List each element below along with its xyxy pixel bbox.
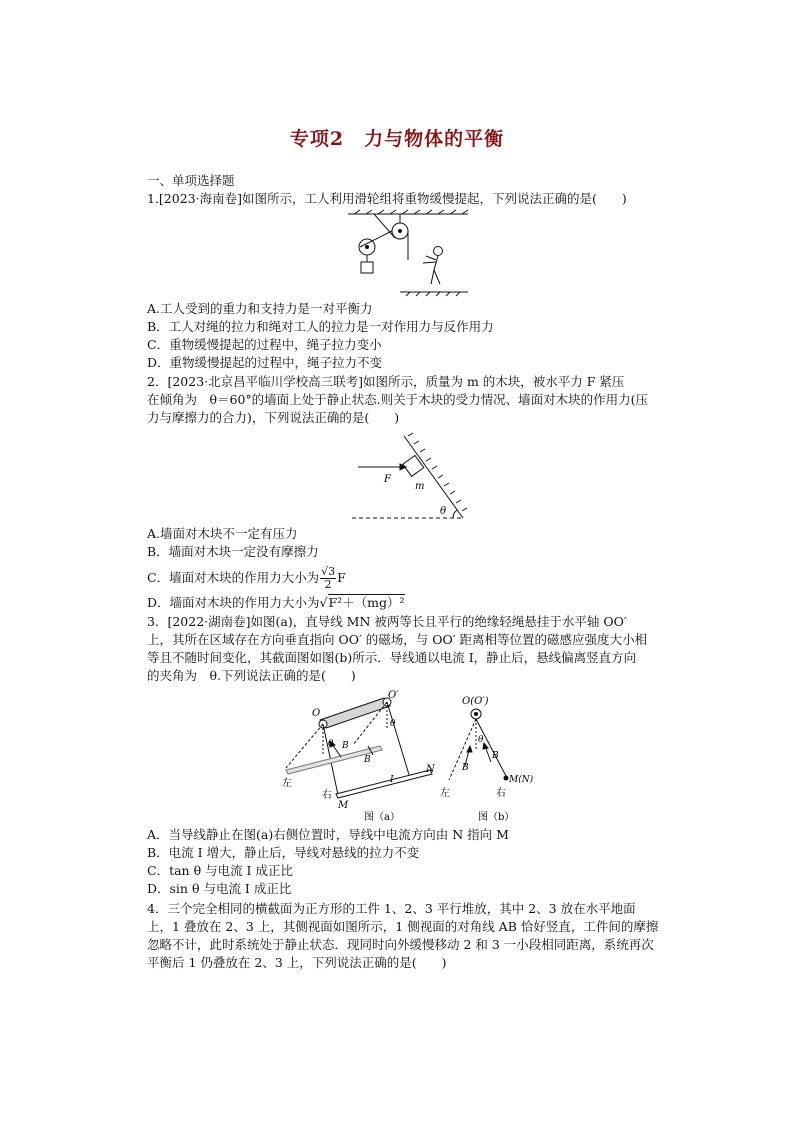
q3-stem-line1: 3．[2022·湖南卷]如图(a)，直导线 MN 被两等长且平行的绝缘轻绳悬挂于水平轴 OO′ xyxy=(147,614,627,629)
q2-fig-label-F: F xyxy=(384,474,391,485)
q3-option-c: C．tan θ 与电流 I 成正比 xyxy=(147,863,293,878)
q2-option-c-denominator: 2 xyxy=(324,578,332,591)
q4-stem-line1: 4．三个完全相同的横截面为正方形的工件 1、2、3 平行堆放，其中 2、3 放在水平地面 xyxy=(147,901,636,916)
q3-option-d: D．sin θ 与电流 I 成正比 xyxy=(147,881,292,896)
page-title: 专项2 力与物体的平衡 xyxy=(289,128,505,150)
q2-option-a: A.墙面对木块不一定有压力 xyxy=(147,526,298,541)
q3-fig-label-I: I xyxy=(390,775,394,785)
q1-option-b: B．工人对绳的拉力和绳对工人的拉力是一对作用力与反作用力 xyxy=(147,319,494,334)
q2-option-d xyxy=(147,594,405,612)
q3-fig-label-B-b1: B xyxy=(462,763,469,773)
q3-fig-label-B-b2: B xyxy=(492,751,499,761)
q1-pulley-figure xyxy=(340,210,475,296)
q1-option-d: D．重物缓慢提起的过程中，绳子拉力不变 xyxy=(147,355,383,370)
q2-option-c-fraction xyxy=(320,566,336,591)
q1-option-a: A.工人受到的重力和支持力是一对平衡力 xyxy=(147,301,373,316)
q2-option-c-suffix: F xyxy=(337,570,346,585)
q3-fig-label-M: M xyxy=(338,800,349,811)
q3-fig-label-B-2: B xyxy=(364,755,371,765)
q3-fig-label-left-a: 左 xyxy=(282,778,292,789)
q3-stem-line4: 的夹角为 θ.下列说法正确的是( ) xyxy=(147,668,356,683)
q1-stem: 1.[2023·海南卷]如图所示，工人利用滑轮组将重物缓慢提起，下列说法正确的是( ) xyxy=(147,191,627,206)
q2-incline-figure xyxy=(350,432,475,524)
q3-fig-label-B-1: B xyxy=(342,741,349,751)
q3-fig-label-theta-a: θ xyxy=(328,739,334,749)
q2-option-c-prefix: C．墙面对木块的作用力大小为 xyxy=(147,570,320,585)
q3-fig-label-right-a: 右 xyxy=(322,790,332,801)
q3-fig-caption-a: 图（a） xyxy=(364,812,400,823)
q2-option-d-radicand: F²＋（mg）² xyxy=(328,595,405,610)
q4-stem-line4: 平衡后 1 仍叠放在 2、3 上，下列说法正确的是( ) xyxy=(147,955,447,970)
q2-stem-line1: 2．[2023·北京昌平临川学校高三联考]如图所示，质量为 m 的木块，被水平力 F 紧压 xyxy=(147,374,625,389)
q3-option-a: A．当导线静止在图(a)右侧位置时，导线中电流方向由 N 指向 M xyxy=(147,827,509,842)
q2-stem-line3: 力与摩擦力的合力)，下列说法正确的是( ) xyxy=(147,410,400,425)
q2-fig-label-m: m xyxy=(415,481,425,492)
q3-fig-label-theta-b: θ xyxy=(478,735,484,745)
q2-option-d-prefix: D．墙面对木块的作用力大小为√ xyxy=(147,595,328,610)
q2-stem-line2: 在倾角为 θ＝60°的墙面上处于静止状态.则关于木块的受力情况、墙面对木块的作用力(压 xyxy=(147,392,649,407)
q3-option-b: B．电流 I 增大，静止后，导线对悬线的拉力不变 xyxy=(147,845,420,860)
q3-fig-label-N: N xyxy=(426,764,435,775)
q3-fig-label-MN-b: M(N) xyxy=(509,775,534,785)
q4-stem-line3: 忽略不计，此时系统处于静止状态．现同时向外缓慢移动 2 和 3 一小段相同距离，系统再次 xyxy=(147,937,654,952)
q2-option-c xyxy=(147,566,346,591)
q3-magnetic-figure xyxy=(280,690,534,826)
q3-fig-label-O-prime: O′ xyxy=(388,690,399,701)
q3-fig-label-OO-b: O(O′) xyxy=(462,696,489,707)
q3-fig-caption-b: 图（b） xyxy=(478,812,515,823)
q3-fig-label-right-b: 右 xyxy=(496,788,506,799)
q3-fig-label-O: O xyxy=(312,708,321,719)
q2-option-c-numerator: √3 xyxy=(321,565,336,578)
q1-option-c: C．重物缓慢提起的过程中，绳子拉力变小 xyxy=(147,337,382,352)
q3-fig-label-theta-a2: θ xyxy=(390,719,396,729)
q2-fig-label-theta: θ xyxy=(440,506,447,517)
q3-stem-line2: 上，其所在区域存在方向垂直指向 OO′ 的磁场，与 OO′ 距离相等位置的磁感应强度大小相 xyxy=(147,632,648,647)
q4-stem-line2: 上，1 叠放在 2、3 上，其侧视面如图所示，1 侧视面的对角线 AB 恰好竖直，工件间的摩擦 xyxy=(147,919,659,934)
q3-fig-label-left-b: 左 xyxy=(440,788,450,799)
q2-option-b: B．墙面对木块一定没有摩擦力 xyxy=(147,544,319,559)
section-heading: 一、单项选择题 xyxy=(147,173,235,188)
q3-stem-line3: 等且不随时间变化，其截面图如图(b)所示．导线通以电流 I，静止后，悬线偏离竖直方向 xyxy=(147,650,637,665)
